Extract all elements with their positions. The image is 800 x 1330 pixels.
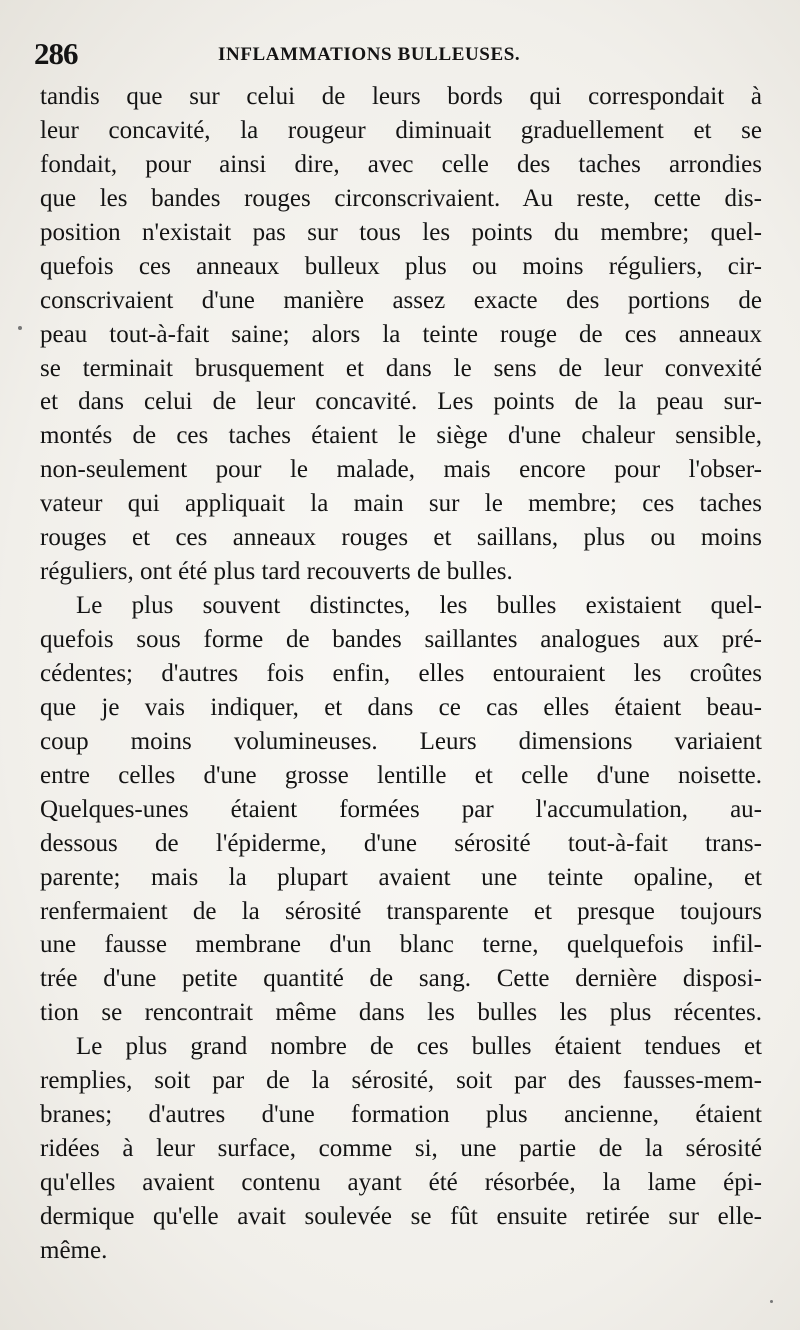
text-line: et dans celui de leur concavité. Les points de la peau sur- [40, 388, 762, 416]
text-line: que je vais indiquer, et dans ce cas elles étaient beau- [40, 693, 762, 721]
text-line: quefois ces anneaux bulleux plus ou moins réguliers, cir- [40, 252, 762, 280]
text-line: entre celles d'une grosse lentille et celle d'une noisette. [40, 761, 762, 789]
text-line: rouges et ces anneaux rouges et saillans, plus ou moins [40, 524, 762, 552]
text-line: Quelques-unes étaient formées par l'accumulation, au- [40, 795, 762, 823]
text-line: branes; d'autres d'une formation plus ancienne, étaient [40, 1101, 762, 1129]
page-header [34, 36, 594, 76]
text-line: leur concavité, la rougeur diminuait graduellement et se [40, 116, 762, 144]
text-line: parente; mais la plupart avaient une teinte opaline, et [40, 863, 762, 891]
text-line: cédentes; d'autres fois enfin, elles entouraient les croûtes [40, 659, 762, 687]
page-number: 286 [34, 36, 78, 71]
text-line: tion se rencontrait même dans les bulles les plus récentes. [40, 999, 762, 1027]
text-line: position n'existait pas sur tous les points du membre; quel- [40, 218, 762, 246]
text-line: non-seulement pour le malade, mais encore pour l'obser- [40, 456, 762, 484]
text-line: dermique qu'elle avait soulevée se fût ensuite retirée sur elle- [40, 1202, 762, 1230]
text-line: montés de ces taches étaient le siège d'une chaleur sensible, [40, 422, 762, 450]
text-line: ridées à leur surface, comme si, une partie de la sérosité [40, 1135, 762, 1163]
text-line: que les bandes rouges circonscrivaient. Au reste, cette dis- [40, 184, 762, 212]
body-text [40, 80, 762, 1268]
text-line: se terminait brusquement et dans le sens de leur convexité [40, 354, 762, 382]
text-line: vateur qui appliquait la main sur le membre; ces taches [40, 490, 762, 518]
text-line: peau tout-à-fait saine; alors la teinte rouge de ces anneaux [40, 320, 762, 348]
text-line: renfermaient de la sérosité transparente et presque toujours [40, 897, 762, 925]
text-line: dessous de l'épiderme, d'une sérosité tout-à-fait trans- [40, 829, 762, 857]
text-line: fondait, pour ainsi dire, avec celle des taches arrondies [40, 150, 762, 178]
text-line: une fausse membrane d'un blanc terne, quelquefois infil- [40, 931, 762, 959]
text-line: quefois sous forme de bandes saillantes analogues aux pré- [40, 626, 762, 653]
text-line: conscrivaient d'une manière assez exacte des portions de [40, 286, 762, 314]
print-speck [770, 1300, 773, 1303]
text-line: Le plus souvent distinctes, les bulles existaient quel- [76, 592, 762, 620]
running-head: INFLAMMATIONS BULLEUSES. [218, 44, 521, 65]
text-line: même. [40, 1236, 108, 1264]
text-line: qu'elles avaient contenu ayant été résorbée, la lame épi- [40, 1169, 762, 1196]
text-line: trée d'une petite quantité de sang. Cette dernière disposi- [40, 965, 762, 993]
print-speck [18, 326, 22, 330]
text-line: réguliers, ont été plus tard recouverts de bulles. [40, 558, 513, 586]
text-line: remplies, soit par de la sérosité, soit par des fausses-mem- [40, 1067, 762, 1095]
text-line: Le plus grand nombre de ces bulles étaient tendues et [76, 1033, 762, 1061]
text-line: coup moins volumineuses. Leurs dimensions variaient [40, 727, 762, 755]
text-line: tandis que sur celui de leurs bords qui correspondait à [40, 83, 762, 110]
